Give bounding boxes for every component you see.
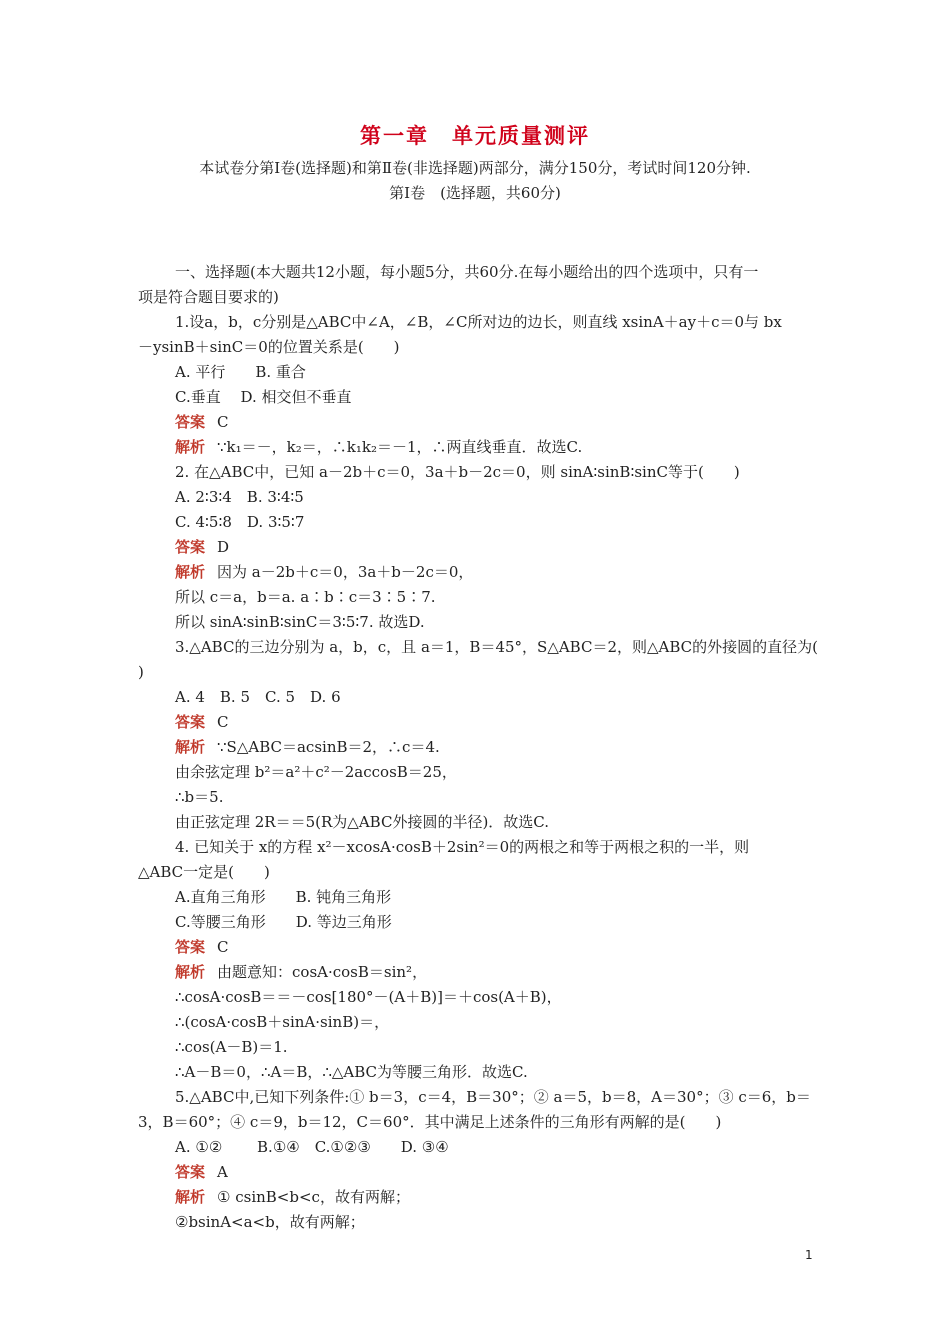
page-title: 第一章 单元质量测评 xyxy=(360,124,590,148)
page-number: 1 xyxy=(805,1248,813,1262)
analysis-label: 解析 xyxy=(175,438,206,456)
text-line xyxy=(138,1112,721,1132)
text-line xyxy=(138,862,270,882)
line-text: ① csinB<b<c，故有两解； xyxy=(217,1188,410,1206)
line-text: 由题意知：cosA·cosB＝sin²， xyxy=(217,963,428,981)
text-line xyxy=(175,837,749,857)
text-line xyxy=(175,987,562,1007)
line-text: ∵S△ABC＝acsinB＝2，∴c＝4. xyxy=(217,738,440,756)
line-text: A xyxy=(217,1163,228,1181)
text-line xyxy=(175,612,425,632)
line-text: C.等腰三角形 D. 等边三角形 xyxy=(175,913,392,931)
text-line xyxy=(175,712,229,732)
text-line xyxy=(175,1037,288,1057)
text-line xyxy=(175,1162,228,1182)
text-line xyxy=(138,287,279,307)
text-line xyxy=(138,662,144,682)
text-line xyxy=(175,587,436,607)
line-text: △ABC一定是( ) xyxy=(138,863,270,881)
line-text: A. 平行 B. 重合 xyxy=(175,363,306,381)
line-text: C xyxy=(217,413,229,431)
line-text: C.垂直 D. 相交但不垂直 xyxy=(175,388,352,406)
line-text: A. ①② B.①④ C.①②③ D. ③④ xyxy=(175,1138,449,1156)
line-text: 2. 在△ABC中，已知 a－2b＋c＝0，3a＋b－2c＝0，则 sinA∶sinB∶sinC等于( ) xyxy=(175,463,740,481)
text-line xyxy=(175,787,223,807)
analysis-label: 解析 xyxy=(175,563,206,581)
answer-label: 答案 xyxy=(175,538,206,556)
line-text: 由正弦定理 2R＝＝5(R为△ABC外接圆的半径)．故选C. xyxy=(175,813,550,831)
analysis-label: 解析 xyxy=(175,738,206,756)
line-text: ②bsinA<a<b，故有两解； xyxy=(175,1213,365,1231)
line-text: C xyxy=(217,938,229,956)
text-line xyxy=(175,1137,449,1157)
text-line xyxy=(175,387,352,407)
text-line xyxy=(175,462,740,482)
text-line xyxy=(175,912,392,932)
line-text: －ysinB＋sinC＝0的位置关系是( ) xyxy=(138,338,400,356)
text-line xyxy=(175,262,758,282)
line-text: ) xyxy=(138,663,144,681)
line-text: 4. 已知关于 x的方程 x²－xcosA·cosB＋2sin²＝0的两根之和等于两根之积的一半，则 xyxy=(175,838,750,856)
line-text: A. 2∶3∶4 B. 3∶4∶5 xyxy=(175,488,304,506)
part-heading: 第Ⅰ卷 (选择题，共60分) xyxy=(389,184,561,202)
line-text: ∵k₁＝－，k₂＝，∴k₁k₂＝－1，∴两直线垂直．故选C. xyxy=(217,438,583,456)
analysis-label: 解析 xyxy=(175,963,206,981)
text-line xyxy=(175,737,440,757)
line-text: 所以 sinA∶sinB∶sinC＝3∶5∶7. 故选D. xyxy=(175,613,425,631)
text-line xyxy=(175,537,229,557)
text-line xyxy=(175,512,304,532)
text-line xyxy=(175,887,391,907)
line-text: ∴b＝5. xyxy=(175,788,224,806)
answer-label: 答案 xyxy=(175,413,206,431)
line-text: ∴cos(A－B)＝1. xyxy=(175,1038,288,1056)
text-line xyxy=(175,812,549,832)
line-text: 因为 a－2b＋c＝0，3a＋b－2c＝0， xyxy=(217,563,474,581)
text-line xyxy=(175,637,818,657)
text-line xyxy=(138,337,400,357)
text-line xyxy=(175,362,306,382)
text-line xyxy=(175,1187,410,1207)
line-text: 5.△ABC中,已知下列条件:① b＝3，c＝4，B＝30°；② a＝5，b＝8，A＝30°；③ c＝6，b＝ xyxy=(175,1088,811,1106)
line-text: 1.设a，b，c分别是△ABC中∠A，∠B，∠C所对边的边长，则直线 xsinA＋ay＋c＝0与 bx xyxy=(175,313,782,331)
line-text: ∴cosA·cosB＝＝－cos[180°－(A＋B)]＝＋cos(A＋B)， xyxy=(175,988,562,1006)
line-text: 所以 c＝a，b＝a. a∶b∶c＝3∶5∶7. xyxy=(175,588,436,606)
answer-label: 答案 xyxy=(175,1163,206,1181)
line-text: ∴(cosA·cosB＋sinA·sinB)＝， xyxy=(175,1013,390,1031)
text-line xyxy=(175,687,341,707)
exam-intro: 本试卷分第Ⅰ卷(选择题)和第Ⅱ卷(非选择题)两部分，满分150分，考试时间120分钟. xyxy=(199,159,751,177)
text-line xyxy=(175,1062,528,1082)
text-line xyxy=(175,762,457,782)
text-line xyxy=(175,937,229,957)
analysis-label: 解析 xyxy=(175,1188,206,1206)
text-line xyxy=(175,312,782,332)
line-text: C. 4∶5∶8 D. 3∶5∶7 xyxy=(175,513,305,531)
text-line xyxy=(175,1012,389,1032)
text-line xyxy=(175,1087,811,1107)
text-line xyxy=(175,1212,365,1232)
line-text: 由余弦定理 b²＝a²＋c²－2accosB＝25， xyxy=(175,763,457,781)
line-text: 3，B＝60°；④ c＝9，b＝12，C＝60°．其中满足上述条件的三角形有两解的是( ) xyxy=(138,1113,722,1131)
line-text: A.直角三角形 B. 钝角三角形 xyxy=(175,888,392,906)
text-line xyxy=(175,562,473,582)
line-text: 项是符合题目要求的) xyxy=(138,288,279,306)
answer-label: 答案 xyxy=(175,938,206,956)
line-text: A. 4 B. 5 C. 5 D. 6 xyxy=(175,688,341,706)
text-line xyxy=(175,962,427,982)
line-text: C xyxy=(217,713,229,731)
text-line xyxy=(175,412,229,432)
text-line xyxy=(175,437,582,457)
line-text: ∴A－B＝0，∴A＝B，∴△ABC为等腰三角形．故选C. xyxy=(175,1063,528,1081)
line-text: 一、选择题(本大题共12小题，每小题5分，共60分.在每小题给出的四个选项中，只有一 xyxy=(175,263,759,281)
line-text: 3.△ABC的三边分别为 a，b，c，且 a＝1，B＝45°，S△ABC＝2，则△ABC的外接圆的直径为( xyxy=(175,638,819,656)
text-line xyxy=(175,487,304,507)
line-text: D xyxy=(217,538,230,556)
answer-label: 答案 xyxy=(175,713,206,731)
